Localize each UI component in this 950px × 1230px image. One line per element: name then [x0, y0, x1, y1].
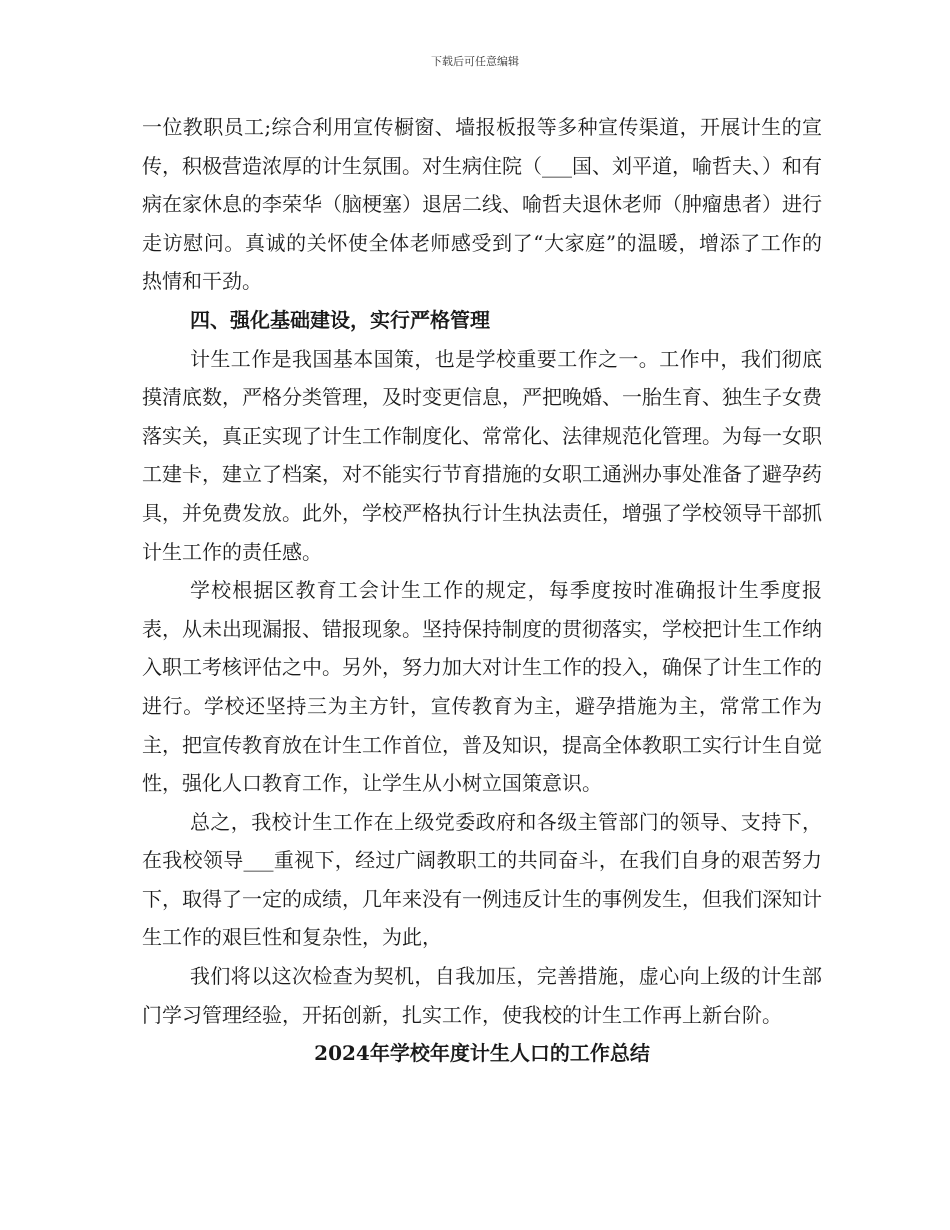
section-heading-4: 四、强化基础建设，实行严格管理 [190, 307, 490, 332]
paragraph-4: 总之，我校计生工作在上级党委政府和各级主管部门的领导、支持下，在我校领导___重视下，经过广阔教职工的共同奋斗，在我们自身的艰苦努力下，取得了一定的成绩，几年来没有一例违反计生的事例发生，但我们深知计生工作的艰巨性和复杂性，为此， [142, 809, 822, 950]
paragraph-5: 我们将以这次检查为契机，自我加压，完善措施，虚心向上级的计生部门学习管理经验，开拓创新，扎实工作，使我校的计生工作再上新台阶。 [142, 964, 822, 1027]
paragraph-1: 一位教职员工;综合利用宣传橱窗、墙报板报等多种宣传渠道，开展计生的宣传，积极营造浓厚的计生氛围。对生病住院（___国、刘平道，喻哲夫、）和有病在家休息的李荣华（脑梗塞）退居二线、喻哲夫退休老师（肿瘤患者）进行走访慰问。真诚的关怀使全体老师感受到了“大家庭”的温暖，增添了工作的热情和干劲。 [142, 115, 822, 294]
document-title: 2024年学校年度计生人口的工作总结 [314, 1041, 650, 1066]
paragraph-3: 学校根据区教育工会计生工作的规定，每季度按时准确报计生季度报表，从未出现漏报、错报现象。坚持保持制度的贯彻落实，学校把计生工作纳入职工考核评估之中。另外，努力加大对计生工作的投入，确保了计生工作的进行。学校还坚持三为主方针，宣传教育为主，避孕措施为主，常常工作为主，把宣传教育放在计生工作首位，普及知识，提高全体教职工实行计生自觉性，强化人口教育工作，让学生从小树立国策意识。 [142, 578, 822, 796]
paragraph-2: 计生工作是我国基本国策，也是学校重要工作之一。工作中，我们彻底摸清底数，严格分类管理，及时变更信息，严把晚婚、一胎生育、独生子女费落实关，真正实现了计生工作制度化、常常化、法律规范化管理。为每一女职工建卡，建立了档案，对不能实行节育措施的女职工通洲办事处准备了避孕药具，并免费发放。此外，学校严格执行计生执法责任，增强了学校领导干部抓计生工作的责任感。 [142, 346, 822, 564]
page-header: 下载后可任意编辑 [431, 55, 519, 68]
document-body [142, 108, 822, 1073]
